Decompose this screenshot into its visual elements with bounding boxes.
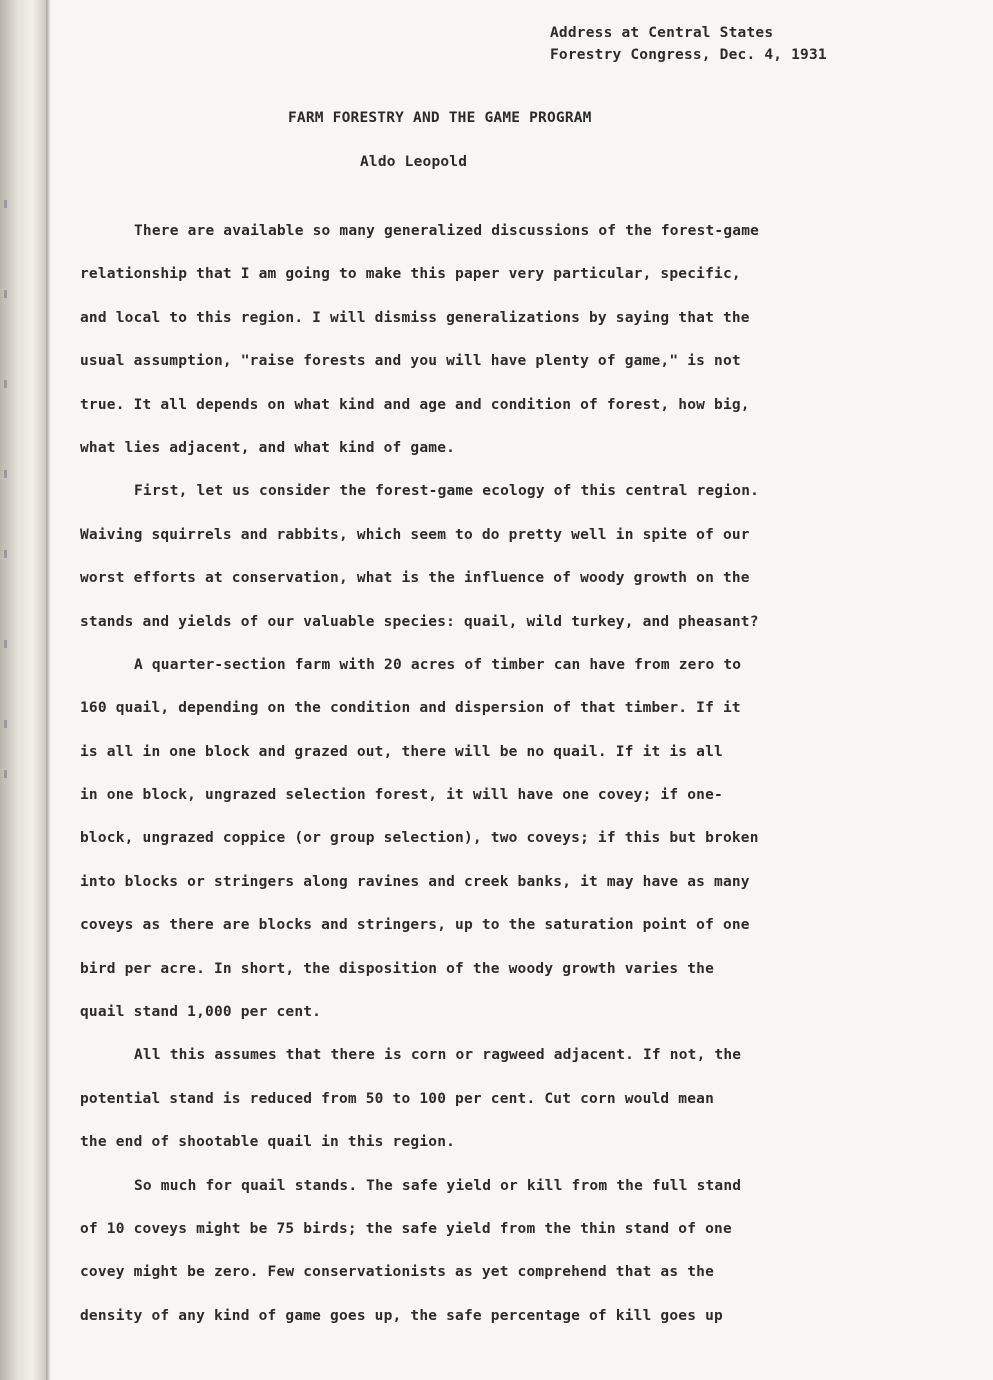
text-line: First, let us consider the forest-game ecology of this central region. (134, 483, 760, 500)
text-line: coveys as there are blocks and stringers, up to the saturation point of one (80, 917, 750, 934)
text-line: of 10 coveys might be 75 birds; the safe yield from the thin stand of one (80, 1220, 732, 1237)
text-line: block, ungrazed coppice (or group selection), two coveys; if this but broken (80, 830, 759, 847)
document-title: FARM FORESTRY AND THE GAME PROGRAM (288, 110, 592, 126)
document-page (50, 0, 993, 1380)
text-line: A quarter-section farm with 20 acres of timber can have from zero to (134, 656, 742, 673)
address-line-1: Address at Central States (550, 25, 774, 41)
address-line-2: Forestry Congress, Dec. 4, 1931 (550, 47, 827, 63)
text-line: density of any kind of game goes up, the safe percentage of kill goes up (80, 1307, 723, 1324)
text-line: relationship that I am going to make this paper very particular, specific, (80, 266, 741, 283)
binding-mark (4, 720, 7, 728)
binding-mark (4, 290, 7, 298)
binding-mark (4, 380, 7, 388)
text-line: usual assumption, "raise forests and you will have plenty of game," is not (80, 353, 741, 370)
text-line: in one block, ungrazed selection forest, it will have one covey; if one- (80, 787, 723, 804)
binding-mark (4, 470, 7, 478)
text-line: All this assumes that there is corn or ragweed adjacent. If not, the (134, 1047, 742, 1064)
text-line: So much for quail stands. The safe yield or kill from the full stand (134, 1177, 742, 1194)
binding-mark (4, 200, 7, 208)
text-line: and local to this region. I will dismiss generalizations by saying that the (80, 309, 750, 326)
text-line: bird per acre. In short, the disposition of the woody growth varies the (80, 960, 715, 977)
binding-mark (4, 770, 7, 778)
text-line: potential stand is reduced from 50 to 100 per cent. Cut corn would mean (80, 1090, 715, 1107)
address-header (550, 22, 827, 66)
text-line: Waiving squirrels and rabbits, which seem to do pretty well in spite of our (80, 526, 750, 543)
binding-mark (4, 550, 7, 558)
text-line: the end of shootable quail in this region. (80, 1134, 456, 1151)
text-line: true. It all depends on what kind and age and condition of forest, how big, (80, 396, 750, 413)
book-binding (0, 0, 46, 1380)
text-line: what lies adjacent, and what kind of game. (80, 439, 456, 456)
text-line: is all in one block and grazed out, there will be no quail. If it is all (80, 743, 723, 760)
binding-mark (4, 640, 7, 648)
text-line: worst efforts at conservation, what is the influence of woody growth on the (80, 570, 750, 587)
text-line: into blocks or stringers along ravines and creek banks, it may have as many (80, 873, 750, 890)
text-line: There are available so many generalized discussions of the forest-game (134, 223, 760, 239)
text-line: stands and yields of our valuable species: quail, wild turkey, and pheasant? (80, 613, 759, 630)
text-line: 160 quail, depending on the condition and dispersion of that timber. If it (80, 700, 741, 717)
body-text (80, 210, 960, 1338)
author-name: Aldo Leopold (360, 154, 468, 170)
text-line: covey might be zero. Few conservationists as yet comprehend that as the (80, 1264, 715, 1281)
text-line: quail stand 1,000 per cent. (80, 1004, 322, 1021)
